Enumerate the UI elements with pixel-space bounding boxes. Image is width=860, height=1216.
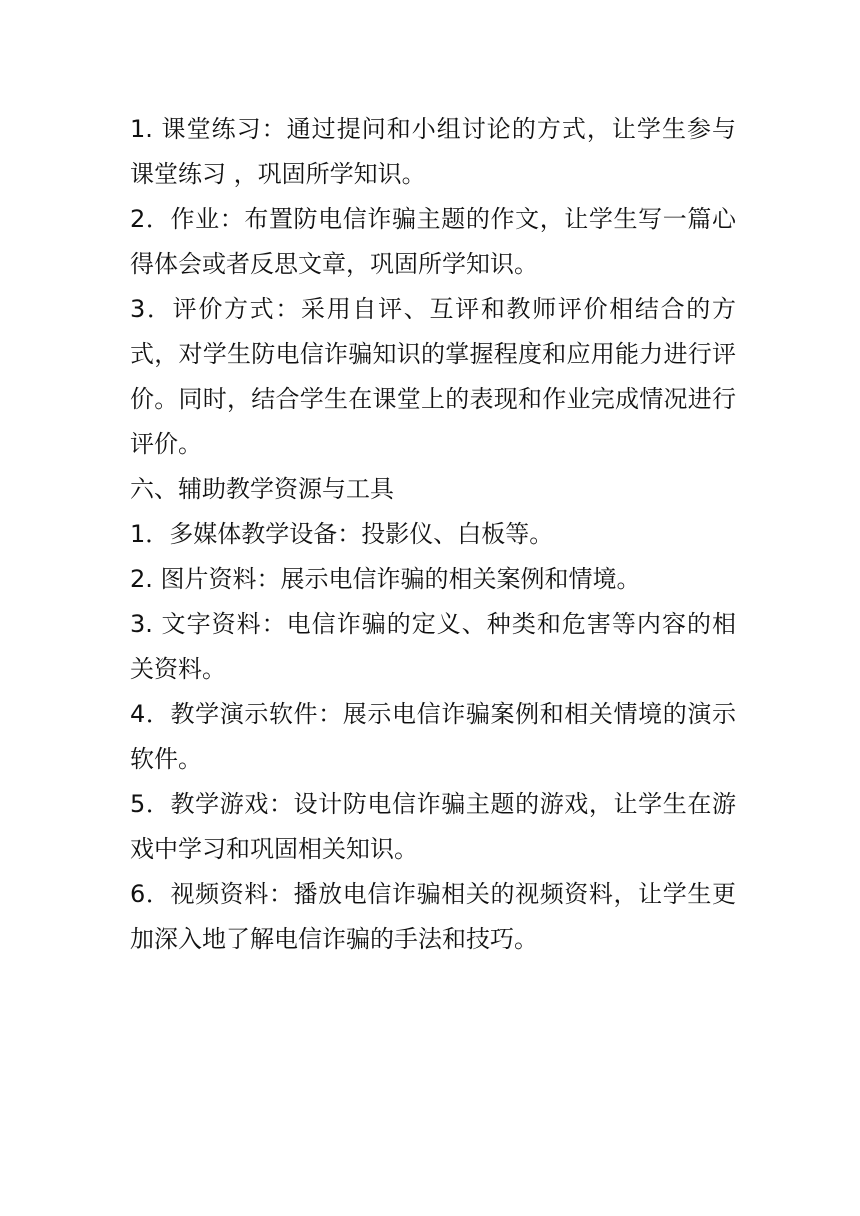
paragraph-evaluation-method: 3．评价方式：采用自评、互评和教师评价相结合的方式，对学生防电信诈骗知识的掌握程度和应用能力进行评价。同时，结合学生在课堂上的表现和作业完成情况进行评价。	[130, 295, 736, 458]
paragraph-video-materials: 6．视频资料：播放电信诈骗相关的视频资料，让学生更加深入地了解电信诈骗的手法和技巧。	[130, 880, 736, 953]
paragraph-teaching-games: 5．教学游戏：设计防电信诈骗主题的游戏，让学生在游戏中学习和巩固相关知识。	[130, 790, 736, 863]
paragraph-text-materials: 3. 文字资料：电信诈骗的定义、种类和危害等内容的相关资料。	[130, 610, 736, 683]
document-body	[130, 107, 736, 962]
paragraph-homework: 2．作业：布置防电信诈骗主题的作文，让学生写一篇心得体会或者反思文章，巩固所学知识。	[130, 205, 736, 278]
paragraph-classroom-practice: 1. 课堂练习：通过提问和小组讨论的方式，让学生参与课堂练习 ，巩固所学知识。	[130, 115, 736, 188]
paragraph-demo-software: 4．教学演示软件：展示电信诈骗案例和相关情境的演示软件。	[130, 700, 736, 773]
paragraph-image-materials: 2. 图片资料：展示电信诈骗的相关案例和情境。	[130, 565, 641, 593]
paragraph-multimedia-equipment: 1．多媒体教学设备：投影仪、白板等。	[130, 520, 554, 548]
section-heading-resources-tools: 六、辅助教学资源与工具	[130, 475, 394, 503]
